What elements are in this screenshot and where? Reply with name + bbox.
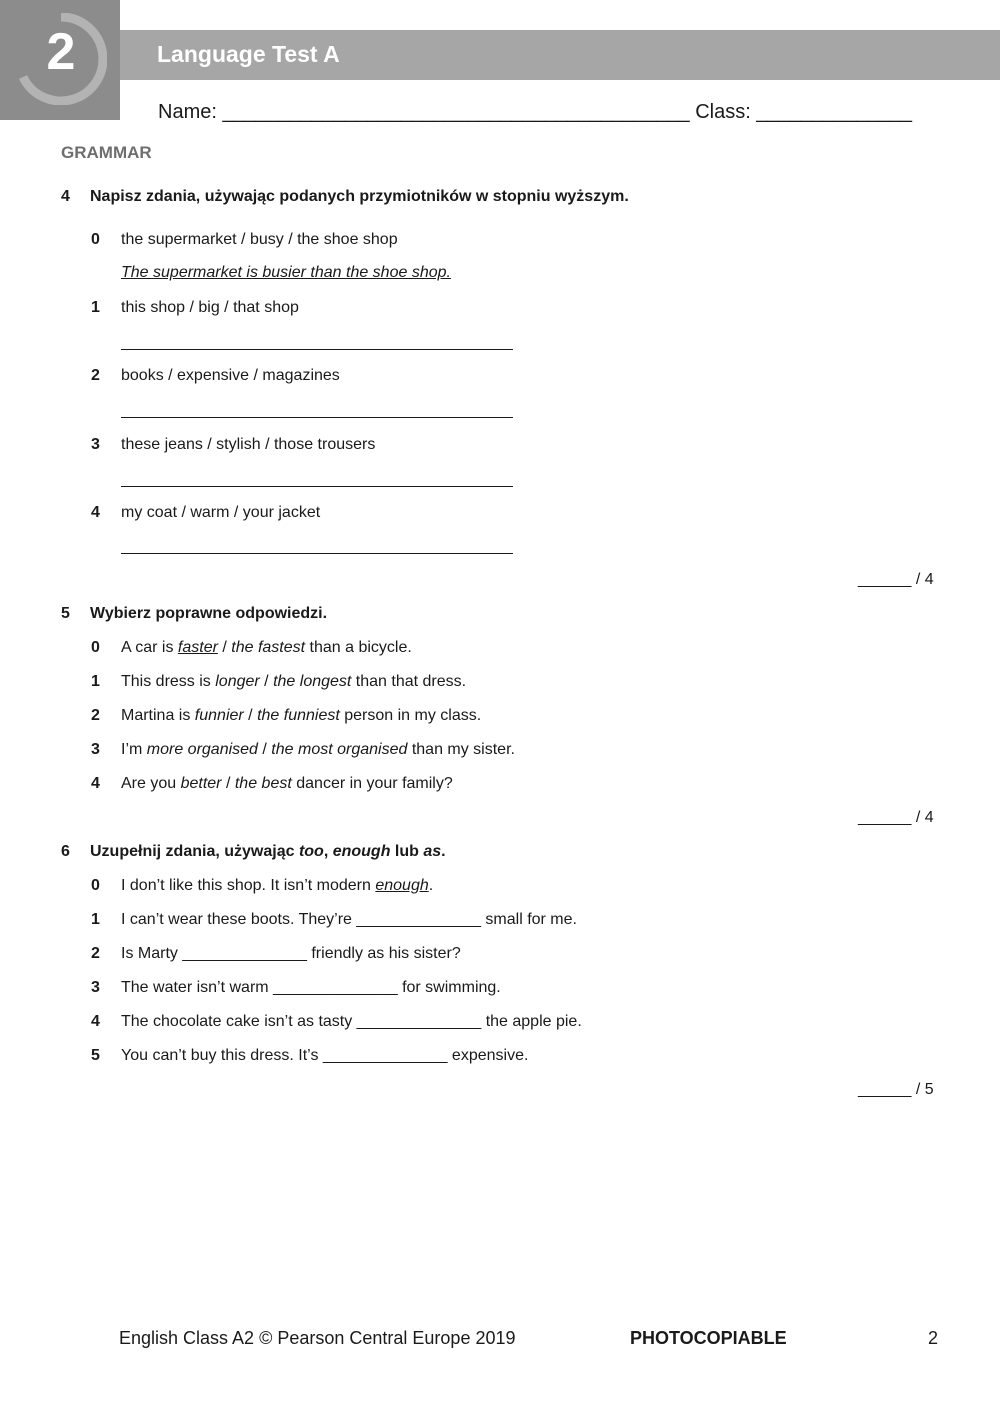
item-sentence: This dress is longer / the longest than that dress. [121,673,467,690]
option-two[interactable]: the funniest [257,707,340,724]
footer-copyright: English Class A2 © Pearson Central Europe 2019 [119,1328,516,1348]
item-number: 5 [91,1047,100,1064]
section-label: GRAMMAR [61,143,152,162]
item-number: 1 [91,299,100,316]
item-number: 1 [91,911,100,928]
option-one[interactable]: longer [215,673,260,690]
option-two[interactable]: the fastest [231,639,306,656]
option-two[interactable]: the best [234,775,292,792]
exercise-instruction: Uzupełnij zdania, używając too, enough lub as. [90,843,446,860]
unit-number: 2 [46,23,76,81]
option-one[interactable]: funnier [194,707,244,724]
item-number: 0 [91,877,100,894]
option-two[interactable]: the most organised [271,741,408,758]
unit-badge [0,0,120,120]
page-number: 2 [928,1328,939,1348]
item-sentence: Are you better / the best dancer in your family? [121,775,453,792]
item-number: 1 [91,673,100,690]
item-prompt: this shop / big / that shop [121,299,299,316]
item-number: 4 [91,504,100,521]
item-sentence[interactable]: Is Marty ______________ friendly as his sister? [121,945,461,962]
item-number: 2 [91,367,100,384]
exercise-number: 6 [61,843,70,860]
item-sentence[interactable]: You can’t buy this dress. It’s ______________ expensive. [121,1047,529,1064]
item-prompt: books / expensive / magazines [121,367,340,384]
item-prompt: the supermarket / busy / the shoe shop [121,231,398,248]
exercise-instruction: Napisz zdania, używając podanych przymiotników w stopniu wyższym. [90,188,629,205]
item-sentence[interactable]: I can’t wear these boots. They’re ______________ small for me. [121,911,577,928]
item-number: 4 [91,1013,100,1030]
title-bar [120,30,1000,80]
option-two[interactable]: the longest [273,673,352,690]
page-title: Language Test A [157,41,340,67]
item-number: 3 [91,979,100,996]
item-number: 4 [91,775,100,792]
item-number: 3 [91,741,100,758]
item-number: 0 [91,639,100,656]
answer-line[interactable] [121,553,513,554]
example-answer: enough [375,877,429,894]
item-number: 2 [91,945,100,962]
option-one[interactable]: more organised [146,741,258,758]
score-box: ______ / 4 [858,571,934,588]
item-number: 0 [91,231,100,248]
example-answer: The supermarket is busier than the shoe shop. [121,264,451,281]
item-sentence: A car is faster / the fastest than a bicycle. [121,639,412,656]
item-prompt: these jeans / stylish / those trousers [121,436,376,453]
exercise-number: 5 [61,605,70,622]
item-number: 3 [91,436,100,453]
item-sentence[interactable]: The chocolate cake isn’t as tasty ______________ the apple pie. [121,1013,582,1030]
item-number: 2 [91,707,100,724]
option-one[interactable]: better [180,775,222,792]
item-sentence: I’m more organised / the most organised than my sister. [121,741,515,758]
item-sentence[interactable]: The water isn’t warm ______________ for swimming. [121,979,501,996]
answer-line[interactable] [121,349,513,350]
answer-line[interactable] [121,486,513,487]
score-box: ______ / 5 [858,1081,934,1098]
score-box: ______ / 4 [858,809,934,826]
item-sentence: Martina is funnier / the funniest person in my class. [121,707,482,724]
exercise-number: 4 [61,188,70,205]
footer-photocopiable: PHOTOCOPIABLE [630,1328,787,1348]
item-prompt: my coat / warm / your jacket [121,504,321,521]
exercise-instruction: Wybierz poprawne odpowiedzi. [90,605,328,622]
option-one[interactable]: faster [177,639,218,656]
item-sentence: I don’t like this shop. It isn’t modern enough. [121,877,434,894]
name-class-line: Name: __________________________________________ Class: ______________ [158,101,913,123]
answer-line[interactable] [121,417,513,418]
